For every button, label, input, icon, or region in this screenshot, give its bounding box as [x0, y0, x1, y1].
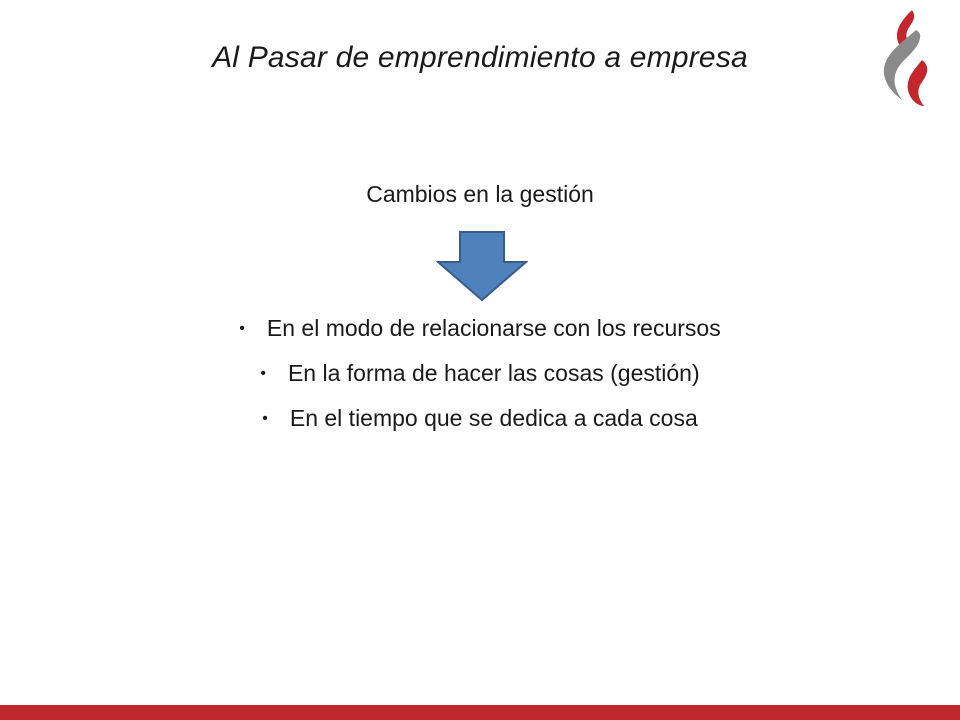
bullet-marker: • [239, 320, 245, 337]
flame-logo-icon [872, 8, 936, 108]
bullet-text: En el tiempo que se dedica a cada cosa [289, 405, 698, 431]
bullet-item-recursos [0, 312, 960, 357]
slide-subtitle: Cambios en la gestión [366, 181, 594, 207]
footer-bar [0, 705, 960, 720]
slide-title: Al Pasar de emprendimiento a empresa [212, 41, 748, 74]
down-arrow-icon [436, 230, 528, 302]
bullet-marker: • [260, 365, 266, 382]
bullet-text: En la forma de hacer las cosas (gestión) [287, 360, 700, 386]
bullet-item-gestion [0, 357, 960, 402]
bullet-text: En el modo de relacionarse con los recursos [266, 315, 721, 341]
bullet-list [0, 312, 960, 447]
bullet-item-tiempo [0, 402, 960, 447]
bullet-marker: • [262, 410, 268, 427]
